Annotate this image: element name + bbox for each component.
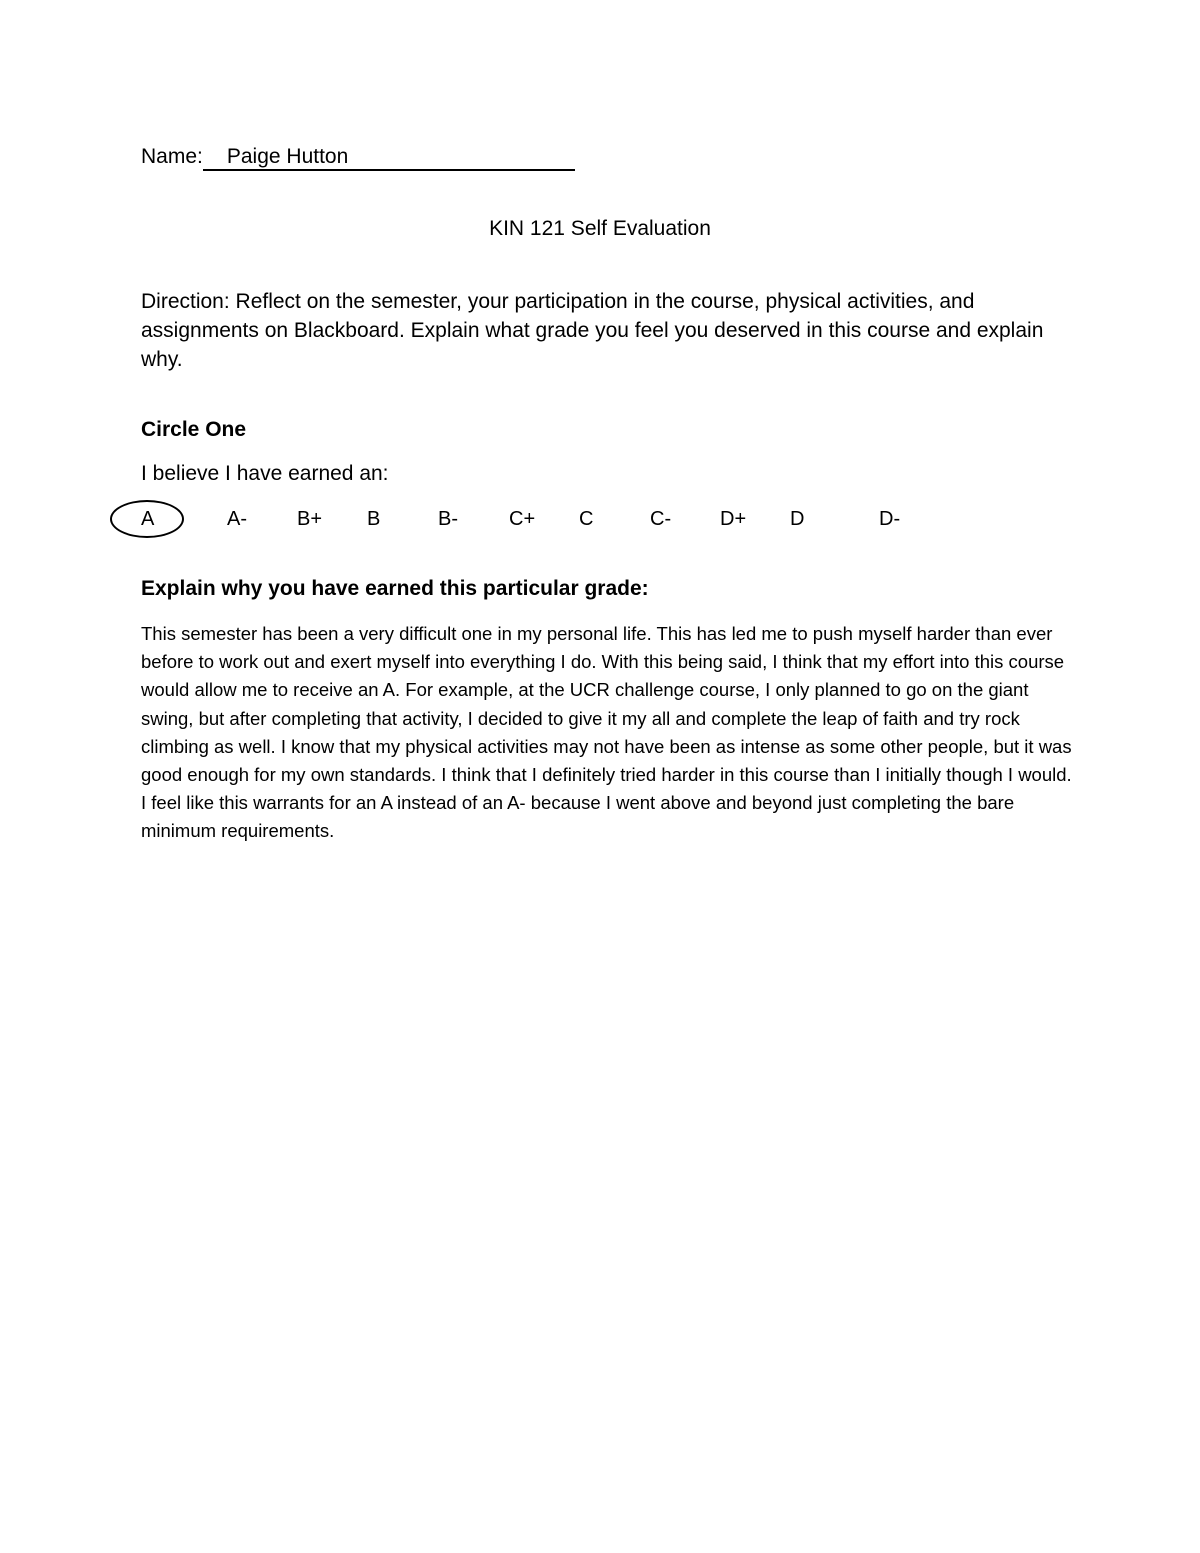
explain-heading: Explain why you have earned this particular grade: [141, 577, 649, 600]
name-row [141, 143, 575, 171]
grade-option-a: A [141, 508, 155, 530]
grade-option-c-minus: C- [650, 508, 672, 530]
explanation-text: This semester has been a very difficult one in my personal life. This has led me to push myself harder than ever before to work out and exert myself into everything I do. With this being said, I think that my effort into this course would allow me to receive an A. For example, at the UCR challenge course, I only planned to go on the giant swing, but after completing that activity, I decided to give it my all and complete the leap of faith and try rock climbing as well. I know that my physical activities may not have been as intense as some other people, but it was good enough for my own standards. I think that I definitely tried harder in this course than I initially though I would. I feel like this warrants for an A instead of an A- because I went above and beyond just completing the bare minimum requirements. [141, 623, 1072, 842]
grade-option-b-plus: B+ [297, 508, 323, 530]
grade-option-a-minus: A- [227, 508, 247, 530]
grade-option-c: C [579, 508, 594, 530]
grade-option-d-plus: D+ [720, 508, 747, 530]
grade-option-c-plus: C+ [509, 508, 536, 530]
grade-option-d: D [790, 508, 805, 530]
grade-options [0, 503, 1200, 543]
grade-option-d-minus: D- [879, 508, 901, 530]
circle-one-heading: Circle One [141, 418, 247, 441]
grade-option-b-minus: B- [438, 508, 458, 530]
name-label: Name: [141, 145, 203, 168]
believe-label: I believe I have earned an: [141, 462, 389, 485]
name-field: Paige Hutton [203, 145, 575, 171]
document-title: KIN 121 Self Evaluation [489, 217, 711, 240]
direction-text: Direction: Reflect on the semester, your participation in the course, physical activities, and assignments on Blackboard. Explain what grade you feel you deserved in this course and explain why. [141, 290, 1044, 371]
grade-option-b: B [367, 508, 381, 530]
